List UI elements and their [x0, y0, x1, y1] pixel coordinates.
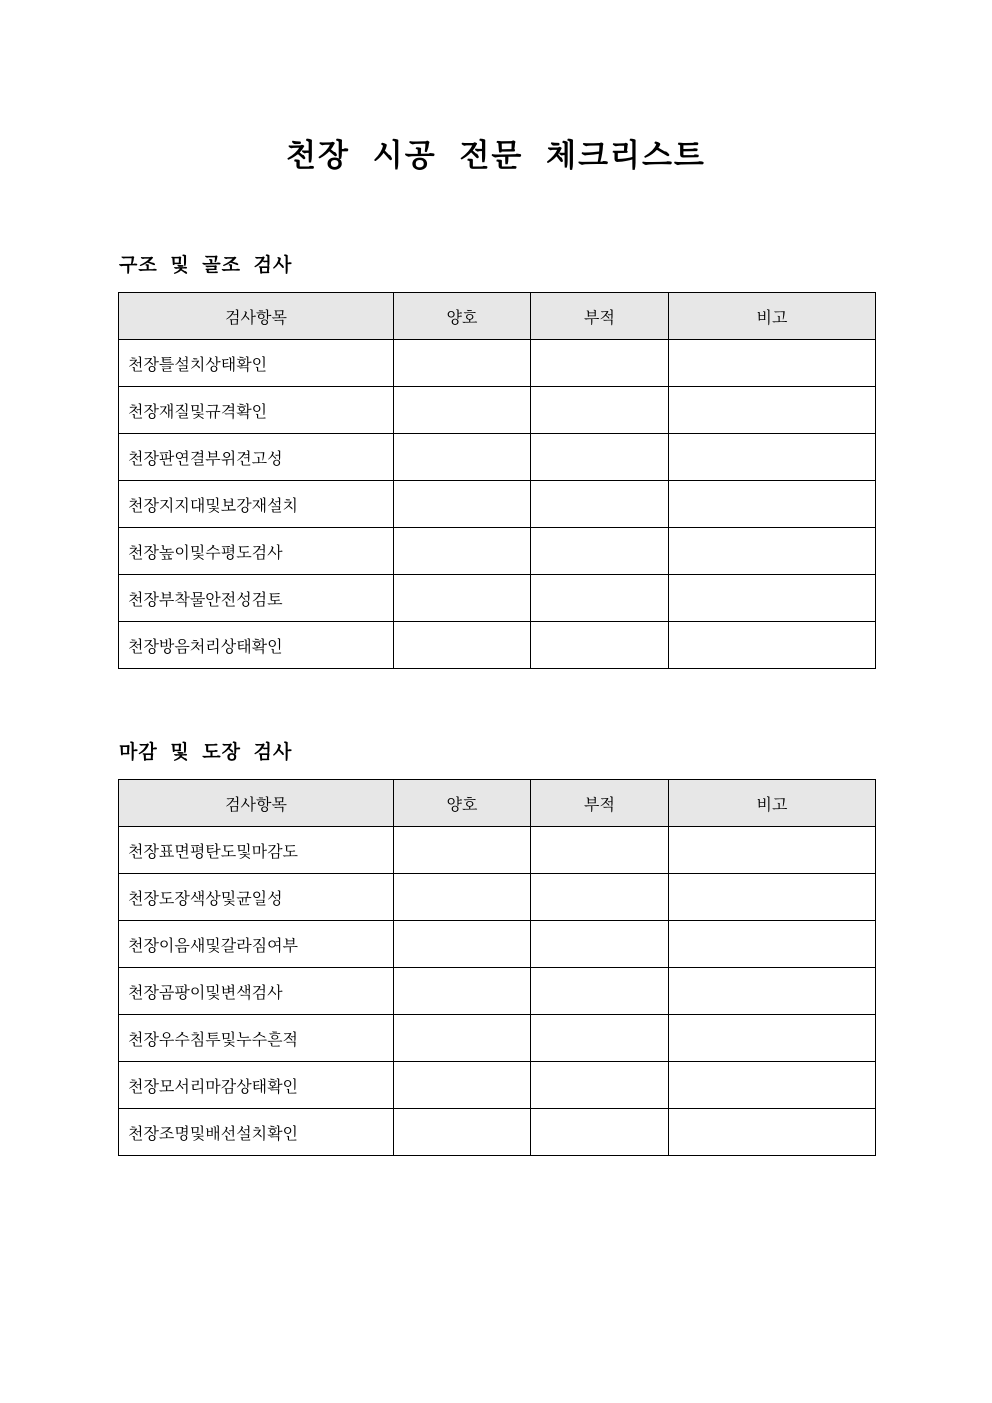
document-title: 천장 시공 전문 체크리스트 [286, 138, 706, 174]
good-check-cell[interactable] [394, 434, 531, 481]
table-row [119, 340, 876, 387]
item-cell: 천장조명및배선설치확인 [119, 1109, 394, 1156]
item-cell: 천장도장색상및균일성 [119, 874, 394, 921]
header-good: 양호 [394, 293, 531, 340]
table-row [119, 528, 876, 575]
bad-check-cell[interactable] [531, 528, 669, 575]
good-check-cell[interactable] [394, 340, 531, 387]
item-cell: 천장부착물안전성검토 [119, 575, 394, 622]
item-cell: 천장이음새및갈라짐여부 [119, 921, 394, 968]
bad-check-cell[interactable] [531, 1109, 669, 1156]
remarks-cell[interactable] [669, 340, 876, 387]
item-cell: 천장틀설치상태확인 [119, 340, 394, 387]
table-row [119, 575, 876, 622]
header-good: 양호 [394, 780, 531, 827]
bad-check-cell[interactable] [531, 340, 669, 387]
bad-check-cell[interactable] [531, 921, 669, 968]
item-cell: 천장곰팡이및변색검사 [119, 968, 394, 1015]
remarks-cell[interactable] [669, 968, 876, 1015]
section-title-finishing: 마감 및 도장 검사 [119, 741, 293, 763]
bad-check-cell[interactable] [531, 1062, 669, 1109]
good-check-cell[interactable] [394, 921, 531, 968]
remarks-cell[interactable] [669, 528, 876, 575]
remarks-cell[interactable] [669, 1109, 876, 1156]
structure-checklist-table [118, 292, 876, 669]
item-cell: 천장표면평탄도및마감도 [119, 827, 394, 874]
remarks-cell[interactable] [669, 622, 876, 669]
header-item: 검사항목 [119, 780, 394, 827]
good-check-cell[interactable] [394, 968, 531, 1015]
header-remarks: 비고 [669, 780, 876, 827]
good-check-cell[interactable] [394, 1015, 531, 1062]
table-row [119, 1109, 876, 1156]
table-row [119, 481, 876, 528]
remarks-cell[interactable] [669, 575, 876, 622]
header-bad: 부적 [531, 293, 669, 340]
finishing-checklist-table [118, 779, 876, 1156]
item-cell: 천장높이및수평도검사 [119, 528, 394, 575]
good-check-cell[interactable] [394, 528, 531, 575]
bad-check-cell[interactable] [531, 575, 669, 622]
good-check-cell[interactable] [394, 387, 531, 434]
table-row [119, 921, 876, 968]
bad-check-cell[interactable] [531, 387, 669, 434]
good-check-cell[interactable] [394, 575, 531, 622]
remarks-cell[interactable] [669, 921, 876, 968]
good-check-cell[interactable] [394, 481, 531, 528]
table-row [119, 1062, 876, 1109]
item-cell: 천장우수침투및누수흔적 [119, 1015, 394, 1062]
item-cell: 천장재질및규격확인 [119, 387, 394, 434]
bad-check-cell[interactable] [531, 1015, 669, 1062]
remarks-cell[interactable] [669, 387, 876, 434]
remarks-cell[interactable] [669, 481, 876, 528]
bad-check-cell[interactable] [531, 968, 669, 1015]
table-row [119, 968, 876, 1015]
remarks-cell[interactable] [669, 1062, 876, 1109]
item-cell: 천장판연결부위견고성 [119, 434, 394, 481]
remarks-cell[interactable] [669, 827, 876, 874]
section-title-structure: 구조 및 골조 검사 [119, 254, 293, 276]
bad-check-cell[interactable] [531, 622, 669, 669]
table-row [119, 874, 876, 921]
item-cell: 천장지지대및보강재설치 [119, 481, 394, 528]
table-row [119, 1015, 876, 1062]
bad-check-cell[interactable] [531, 827, 669, 874]
table-header-row [119, 293, 876, 340]
table-row [119, 827, 876, 874]
header-item: 검사항목 [119, 293, 394, 340]
remarks-cell[interactable] [669, 434, 876, 481]
good-check-cell[interactable] [394, 1062, 531, 1109]
good-check-cell[interactable] [394, 1109, 531, 1156]
header-remarks: 비고 [669, 293, 876, 340]
good-check-cell[interactable] [394, 622, 531, 669]
table-row [119, 387, 876, 434]
table-row [119, 434, 876, 481]
table-row [119, 622, 876, 669]
good-check-cell[interactable] [394, 874, 531, 921]
remarks-cell[interactable] [669, 1015, 876, 1062]
bad-check-cell[interactable] [531, 434, 669, 481]
header-bad: 부적 [531, 780, 669, 827]
item-cell: 천장방음처리상태확인 [119, 622, 394, 669]
bad-check-cell[interactable] [531, 481, 669, 528]
remarks-cell[interactable] [669, 874, 876, 921]
bad-check-cell[interactable] [531, 874, 669, 921]
table-header-row [119, 780, 876, 827]
item-cell: 천장모서리마감상태확인 [119, 1062, 394, 1109]
good-check-cell[interactable] [394, 827, 531, 874]
